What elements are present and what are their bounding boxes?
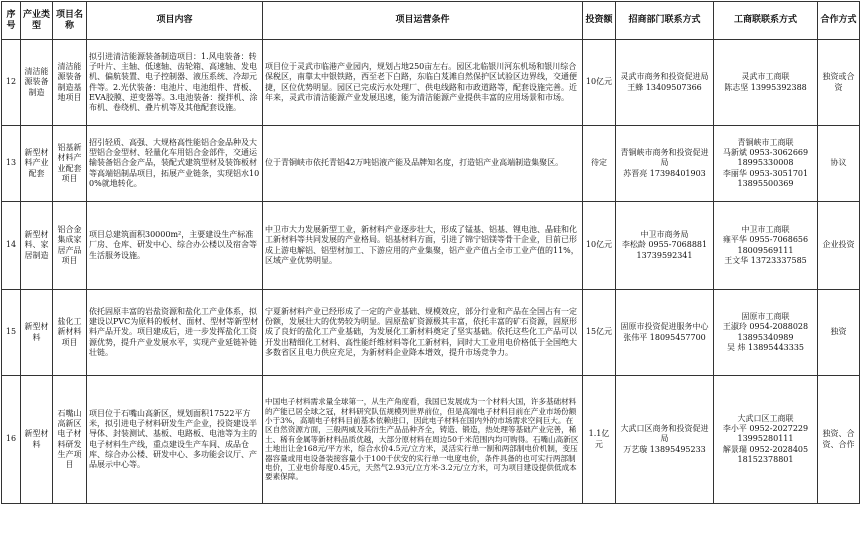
row-conditions: 中卫市大力发展新型工业，新材料产业逐步壮大，形成了锰基、铝基、锂电池、晶硅和化工新材料等共同发展的产业格局。铝基材料方面，引进了锦宁铝镁等骨干企业，目前已形成上游电解铝、铝型材加工、下游应用的产业集聚，铝产业产值占全市工业产值的11%，区域产业优势明显。 [263, 202, 583, 290]
row-type: 新型材料 [21, 376, 53, 504]
header-type: 产业类型 [21, 2, 53, 40]
row-dept: 中卫市商务局 李松龄 0955-7068881 13739592341 [616, 202, 714, 290]
row-gsl: 大武口区工商联 李小平 0952-2027229 13995280111 解景瑞 0952-2028405 18152378801 [714, 376, 818, 504]
header-coop: 合作方式 [818, 2, 860, 40]
header-conditions: 项目运营条件 [263, 2, 583, 40]
row-conditions: 宁夏新材料产业已经形成了一定的产业基础、规模效应，部分行业和产品在全国占有一定份额，发展壮大的优势较为明显。固原盐矿资源极其丰富，依托丰富的矿石资源，固原形成了良好的盐化工产业基础，为发展化工新材料奠定了坚实基础。依托这些化工产品可以开发出精细化工材料、高性能纤维材料等化工新材料，同时大工业用电价格低于全国绝大多数省区且电力供应充足，为新材料企业降本增效，提升市场竞争力。 [263, 290, 583, 376]
row-dept: 青铜峡市商务和投资促进局 苏晋亮 17398401903 [616, 126, 714, 202]
row-conditions: 项目位于灵武市临港产业园内，规划占地250亩左右。园区北临银川河东机场和银川综合保税区，南靠太中银铁路，西至老下白路，东临白芨滩自然保护区试验区边界线，交通便捷，区位优势明显。园区已完成污水处理厂、供电线路和市政道路等，配套设施完善。近年来，灵武市清洁能源产业发展迅速，能为清洁能源产业提供丰富的应用场景和市场。 [263, 40, 583, 126]
row-content: 依托固原丰富的岩盐资源和盐化工产业体系，拟建设以PVC为原料的板材、面材、型材等新型材料产品开发。项目建成后，进一步发挥盐化工资源优势，提升产业发展水平，实现产业延链补链壮链。 [87, 290, 263, 376]
header-invest: 投资额 [583, 2, 616, 40]
row-type: 新型材料 [21, 290, 53, 376]
table-row [2, 202, 860, 290]
header-no: 序号 [2, 2, 21, 40]
row-no: 14 [2, 202, 21, 290]
row-dept: 大武口区商务和投资促进局 万艺璇 13895495233 [616, 376, 714, 504]
project-table [1, 1, 860, 504]
row-coop: 独资或合资 [818, 40, 860, 126]
row-coop: 企业投资 [818, 202, 860, 290]
row-coop: 独资、合资、合作 [818, 376, 860, 504]
row-invest: 1.1亿元 [583, 376, 616, 504]
row-dept: 灵武市商务和投资促进局 王蜂 13409507366 [616, 40, 714, 126]
row-content: 拟引进清洁能源装备制造项目：1.风电装备：转子叶片、主轴、低速轴、齿轮箱、高速轴、发电机、偏航装置、电子控制器、液压系统、冷却元件等。2.光伏装备：电池片、电池组件、背板、EVA胶膜、逆变器等。3.电池装备：搅拌机、涂布机、卷绕机、叠片机等及其他配套设施。 [87, 40, 263, 126]
row-content: 项目总建筑面积30000m²，主要建设生产标准厂房、仓库、研发中心、综合办公楼以及宿舍等生活服务设施。 [87, 202, 263, 290]
row-name: 盐化工新材料项目 [53, 290, 87, 376]
row-type: 清洁能源装备制造 [21, 40, 53, 126]
header-content: 项目内容 [87, 2, 263, 40]
row-name: 清洁能源装备制造基地项目 [53, 40, 87, 126]
row-name: 铝合金集成家居产品项目 [53, 202, 87, 290]
row-name: 铝基新材料产业配套项目 [53, 126, 87, 202]
row-content: 招引轻质、高强、大规格高性能铝合金品种及大型铝合金型材、轻量化车用铝合金部件，交通运输装备铝合金产品，装配式建筑型材及装饰板材等高端铝制品项目，拓展产业链条，实现铝水100%就地转化。 [87, 126, 263, 202]
row-coop: 独资 [818, 290, 860, 376]
row-invest: 15亿元 [583, 290, 616, 376]
table-row [2, 376, 860, 504]
row-no: 12 [2, 40, 21, 126]
row-invest: 10亿元 [583, 40, 616, 126]
row-no: 15 [2, 290, 21, 376]
row-invest: 10亿元 [583, 202, 616, 290]
row-invest: 待定 [583, 126, 616, 202]
row-no: 13 [2, 126, 21, 202]
row-conditions: 位于青铜峡市依托青铝42万吨铝液产能及品牌知名度，打造铝产业高端制造集聚区。 [263, 126, 583, 202]
row-gsl: 中卫市工商联 雍平华 0955-7068656 18009569111 王文华 13723337585 [714, 202, 818, 290]
row-gsl: 青铜峡市工商联 马新斌 0953-3062669 18995330008 李丽华 0953-3051701 13895500369 [714, 126, 818, 202]
row-type: 新型材料、家居制造 [21, 202, 53, 290]
row-content: 项目位于石嘴山高新区，规划面积17522平方米，拟引进电子材料研发生产企业，投资建设半导体、封装测试、基板、电路板、电池等为主的电子材料生产线，重点建设生产车间、成品仓库、综合办公楼、研发中心、多功能会议厅、产品展示中心等。 [87, 376, 263, 504]
header-gsl: 工商联联系方式 [714, 2, 818, 40]
row-gsl: 灵武市工商联 陈志坚 13995392388 [714, 40, 818, 126]
row-dept: 固原市投资促进服务中心 张伟平 18095457700 [616, 290, 714, 376]
row-conditions: 中国电子材料需求量全球第一，从生产角度看，我国已发展成为一个材料大国，许多基础材料的产能已居全球之冠，材料研究队伍规模列世界前位，但是高端电子材料目前在产业市场份额小于3%，高端电子材料目前基本依赖进口，因此电子材料在国内外的市场需求空间巨大。在区自然资源方面，三般两威及其衍生产品品种齐全，铸造、锻造，热处理等基础产业完善，稀土、稀有金属等新材料品质优越，大部分原材料在周边50千米范围内均可购得。石嘴山高新区土地出让金168元/平方米，综合水价4.5元/立方米，灵活实行单一制和两部制电价机制，变压器容量或用电设备装接容量小于100千伏安的实行单一电度电价，条件具备的也可实行两部制电价，工业电价每度0.45元，天然气2.93元/立方米-3.2元/立方米，可为项目建设提供低成本要素保障。 [263, 376, 583, 504]
header-dept: 招商部门联系方式 [616, 2, 714, 40]
row-no: 16 [2, 376, 21, 504]
header-name: 项目名称 [53, 2, 87, 40]
row-gsl: 固原市工商联 王淑玲 0954-2088028 13895340989 吴 炜 13895443335 [714, 290, 818, 376]
row-coop: 协议 [818, 126, 860, 202]
table-row [2, 126, 860, 202]
row-type: 新型材料产业配套 [21, 126, 53, 202]
table-row [2, 290, 860, 376]
row-name: 石嘴山高新区电子材料研发生产项目 [53, 376, 87, 504]
header-row [2, 2, 860, 40]
table-row [2, 40, 860, 126]
